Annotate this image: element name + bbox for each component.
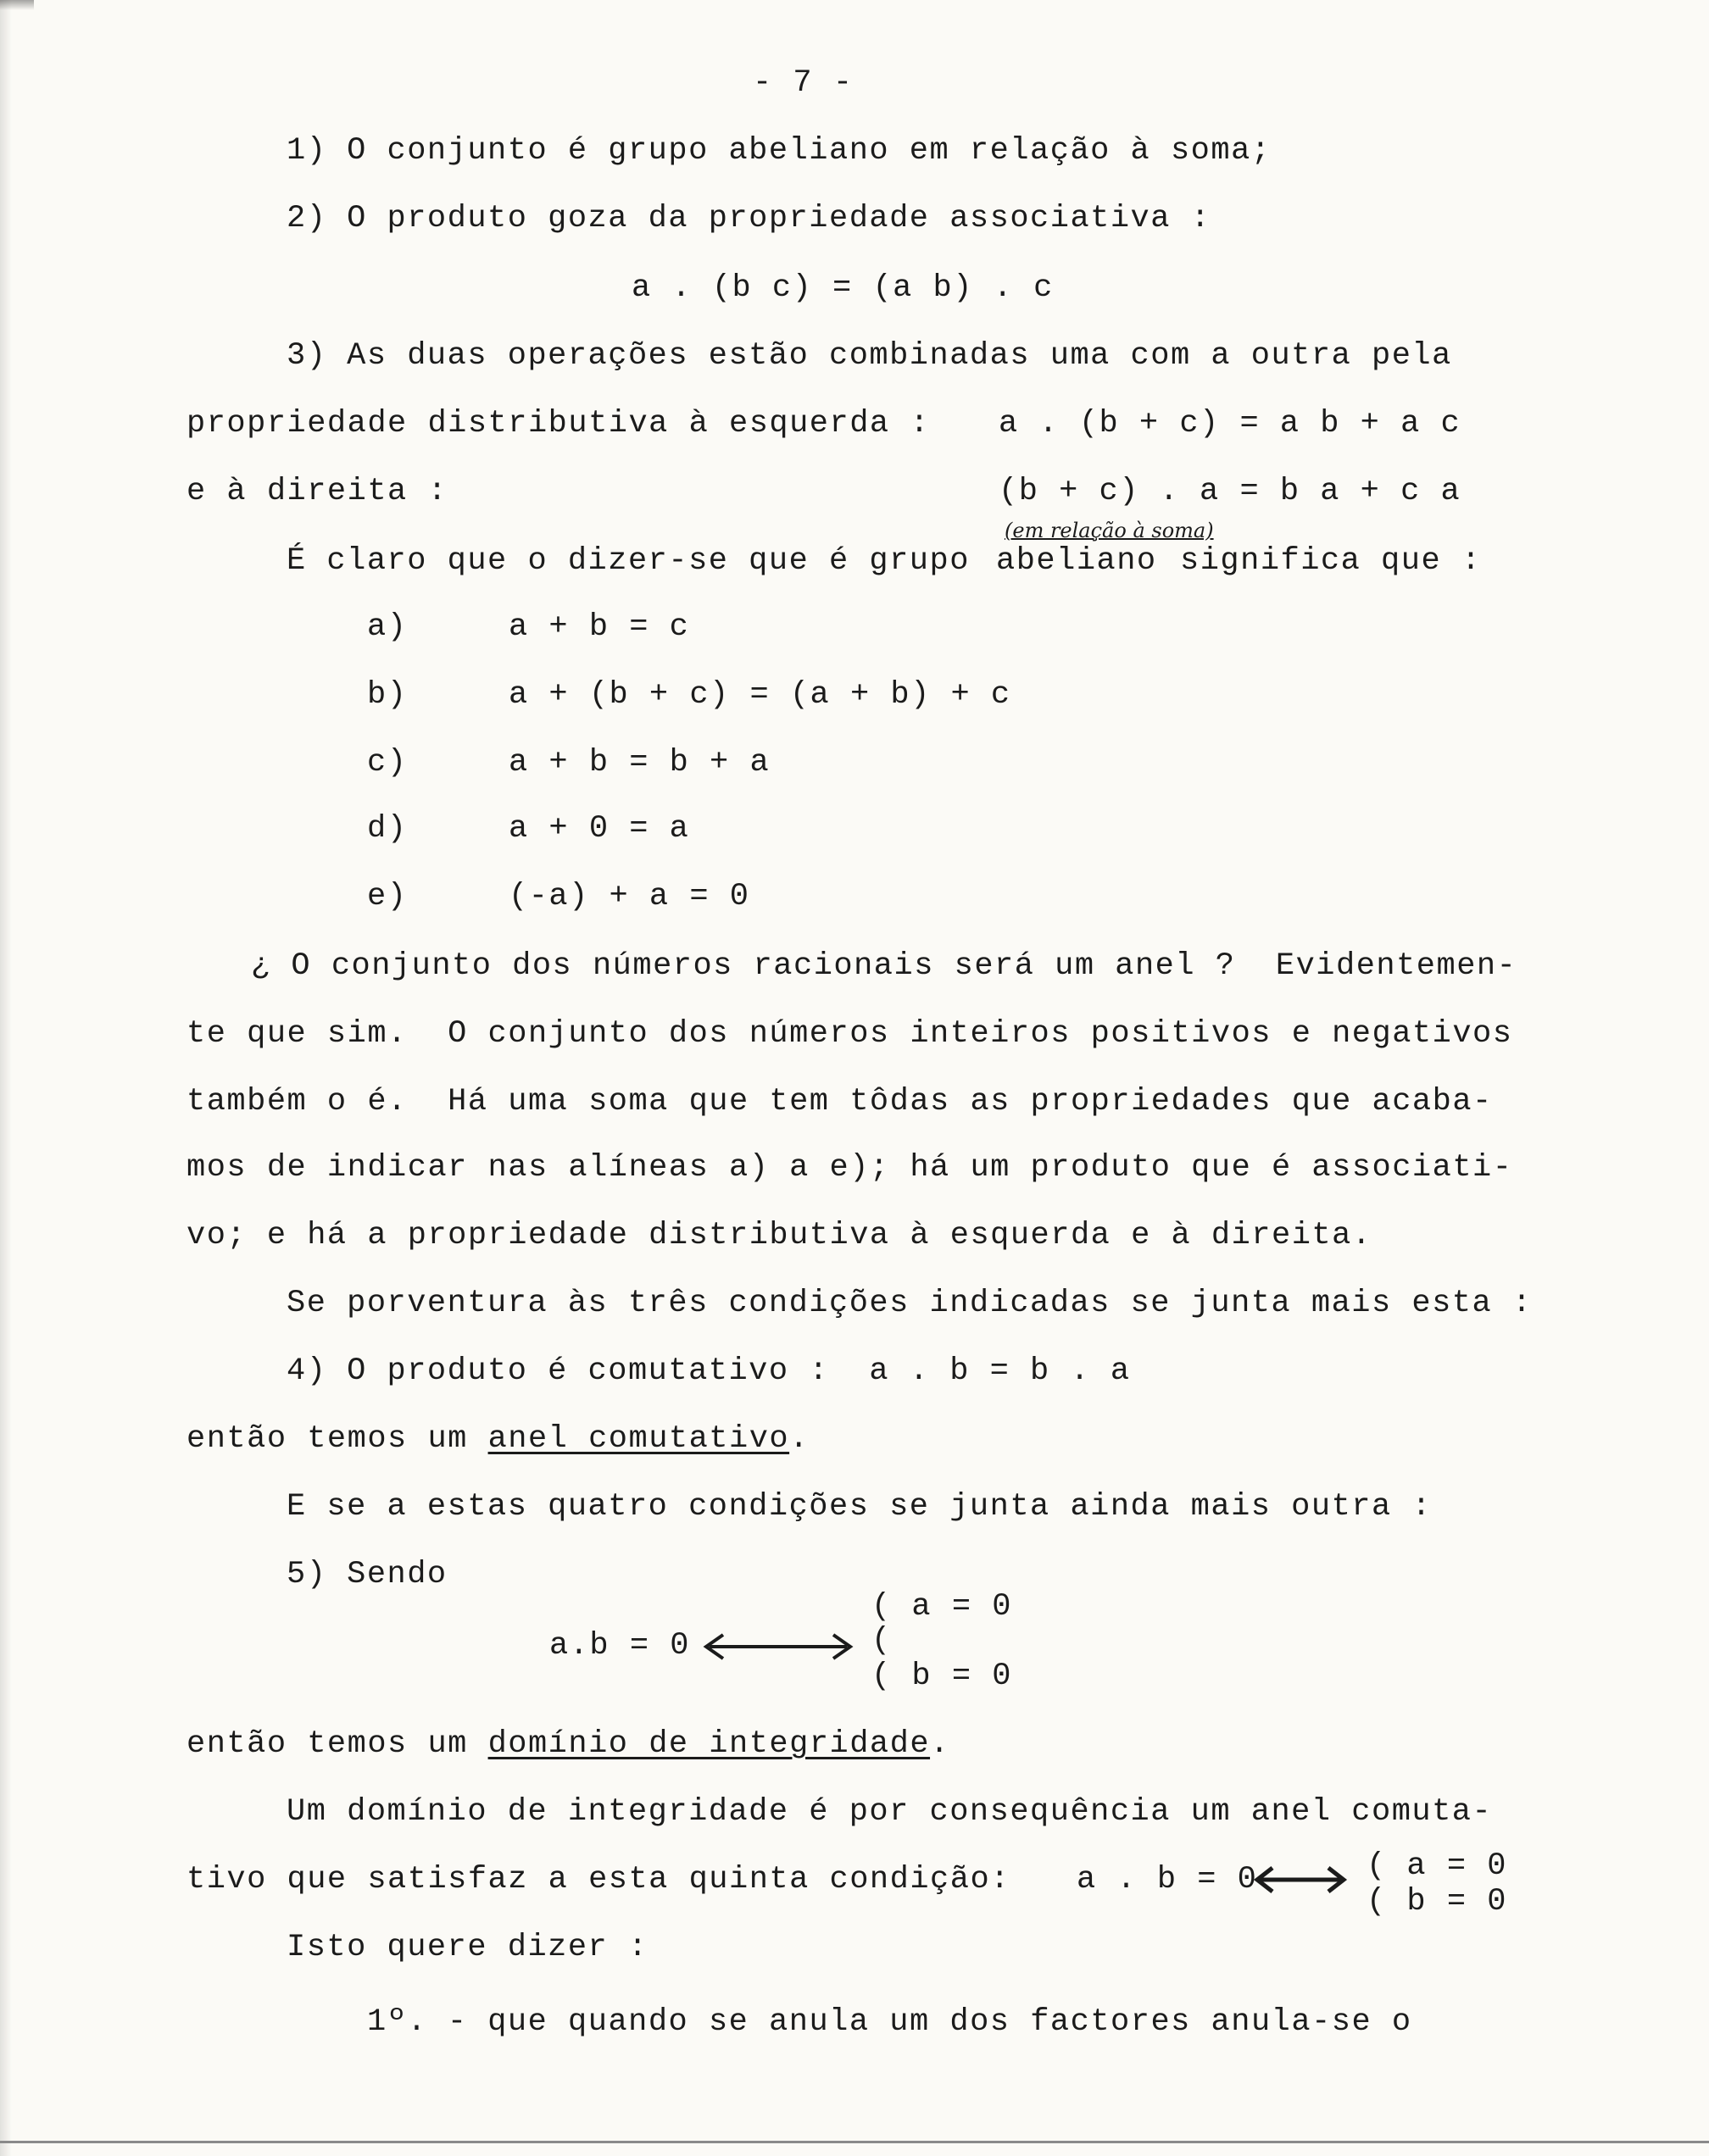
paragraph-line: vo; e há a propriedade distributiva à esquerda e à direita. [186,1218,1372,1253]
integrity-case-brace: ( [871,1623,892,1659]
item-formula: a + 0 = a [509,811,690,847]
item-label: a) [367,609,408,645]
paragraph-line: Isto quere dizer : [287,1930,649,1965]
double-arrow-icon [698,1630,859,1664]
item-label: e) [367,879,408,914]
paragraph-line: Se porventura às três condições indicadas se junta mais esta : [287,1286,1533,1321]
associativity-formula: a . (b c) = (a b) . c [632,270,1054,306]
condition-2: 2) O produto goza da propriedade associativa : [287,201,1211,236]
abelian-sentence-end: significa que : [1180,543,1482,579]
item-formula: a + b = c [509,609,690,645]
item-formula: a + (b + c) = (a + b) + c [509,677,1011,713]
integral-domain-sentence [186,1725,950,1763]
page-number: - 7 - [753,65,854,101]
double-arrow-icon [1250,1863,1350,1897]
sentence-text: então temos um [186,1421,488,1457]
item-label: d) [367,811,408,847]
left-distributive-formula: a . (b + c) = a b + a c [999,406,1461,442]
handwritten-annotation: (em relação à soma) [1005,519,1214,542]
integral-domain-term: domínio de integridade [487,1726,931,1762]
left-distributive-text: propriedade distributiva à esquerda : [186,406,931,442]
abelian-sentence-start: É claro que o dizer-se que é grupo [287,543,970,579]
fifth-condition-case-a: ( a = 0 [1367,1848,1507,1884]
commutative-ring-sentence [186,1420,810,1458]
abelian-word: abeliano [996,543,1157,579]
scan-corner-mark [0,0,34,10]
scan-edge-shadow [0,0,12,2156]
fifth-condition-case-b: ( b = 0 [1367,1884,1507,1920]
sentence-text: então temos um [186,1726,488,1762]
sentence-period: . [789,1421,810,1457]
integrity-equation-left: a.b = 0 [549,1628,690,1664]
condition-3: 3) As duas operações estão combinadas uma com a outra pela [287,338,1452,374]
integrity-case-a: ( a = 0 [871,1589,1012,1625]
commutative-ring-term: anel comutativo [487,1421,790,1457]
fifth-condition-formula: a . b = 0 [1077,1862,1258,1898]
paragraph-line: mos de indicar nas alíneas a) a e); há um produto que é associati- [186,1150,1513,1186]
paragraph-line: te que sim. O conjunto dos números inteiros positivos e negativos [186,1016,1513,1052]
right-distributive-formula: (b + c) . a = b a + c a [999,474,1461,509]
paragraph-line: também o é. Há uma soma que tem tôdas as propriedades que acaba- [186,1084,1493,1120]
item-label: b) [367,677,408,713]
condition-5: 5) Sendo [287,1557,448,1592]
paragraph-line: tivo que satisfaz a esta quinta condição: [186,1862,1010,1898]
item-formula: a + b = b + a [509,745,771,781]
paragraph-line: ¿ O conjunto dos números racionais será um anel ? Evidentemen- [251,948,1517,984]
paragraph-line: Um domínio de integridade é por consequência um anel comuta- [287,1794,1493,1830]
sentence-period: . [930,1726,950,1762]
condition-1: 1) O conjunto é grupo abeliano em relação à soma; [287,133,1272,169]
item-formula: (-a) + a = 0 [509,879,750,914]
condition-4: 4) O produto é comutativo : a . b = b . a [287,1353,1131,1389]
integrity-case-b: ( b = 0 [871,1659,1012,1694]
paragraph-line: 1º. - que quando se anula um dos factores anula-se o [367,2004,1412,2040]
right-distributive-text: e à direita : [186,474,448,509]
paragraph-line: E se a estas quatro condições se junta ainda mais outra : [287,1489,1433,1525]
item-label: c) [367,745,408,781]
page-bottom-edge [0,2141,1709,2143]
